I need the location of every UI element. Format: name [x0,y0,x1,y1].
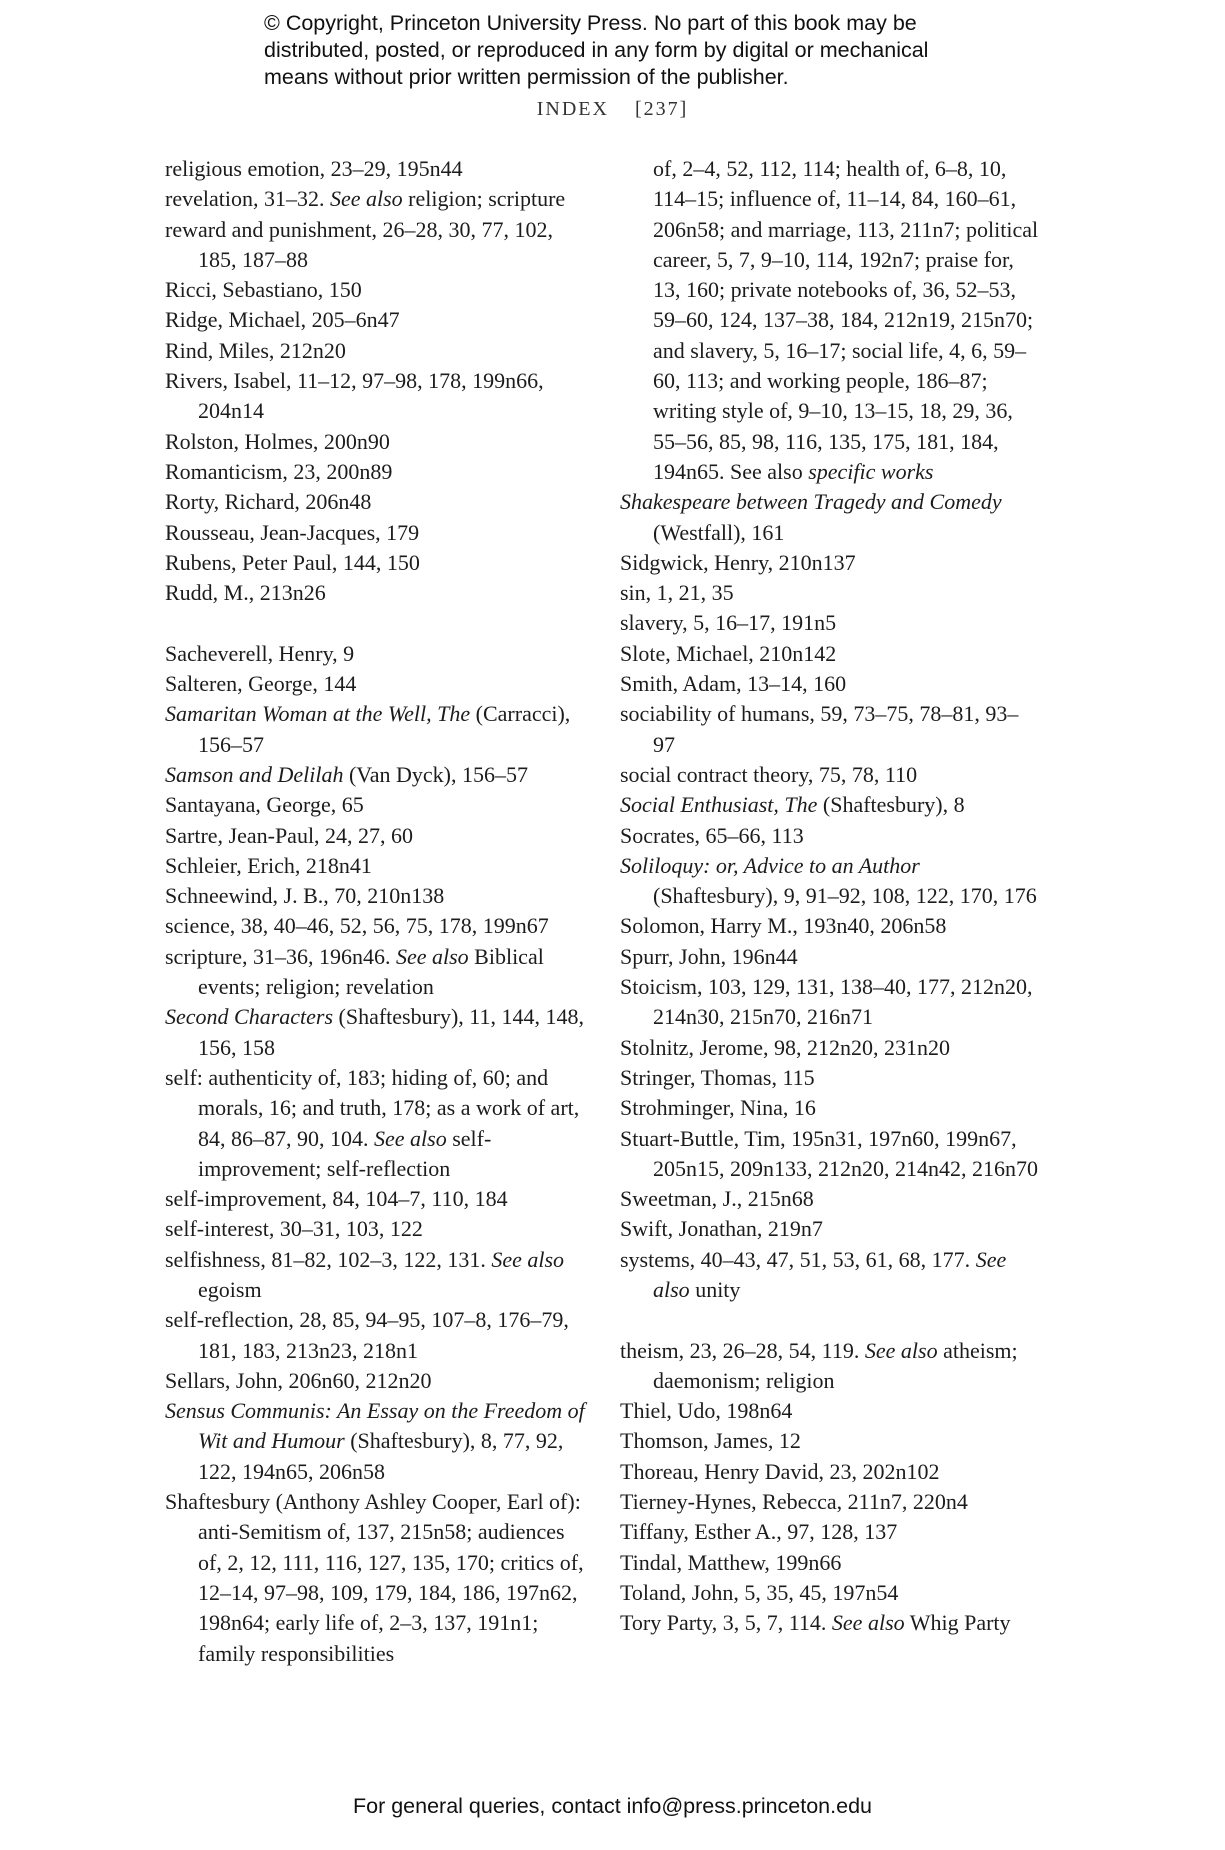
entry-text: Rubens, Peter Paul, 144, 150 [165,549,420,575]
entry-text: Stuart-Buttle, Tim, 195n31, 197n60, 199n67, 205n15, 209n133, 212n20, 214n42, 216n70 [620,1125,1038,1181]
entry-text: Biblical events; religion; revelation [198,943,544,1000]
see-also-label: See also [831,1610,905,1636]
entry-text: social contract theory, 75, 78, 110 [620,761,918,787]
index-entry [620,942,1040,972]
index-entry [165,911,585,941]
work-title: Shakespeare between Tragedy and Comedy [620,489,1002,515]
index-entry [620,669,1040,699]
entry-text: (Shaftesbury), 11, 144, 148, 156, 158 [198,1004,584,1060]
index-entry [620,1214,1040,1244]
entry-text: Tiffany, Esther A., 97, 128, 137 [620,1519,898,1545]
entry-text: reward and punishment, 26–28, 30, 77, 102, 185, 187–88 [165,216,553,272]
entry-text: Schleier, Erich, 218n41 [165,852,372,878]
index-entry [620,1457,1040,1487]
index-entry [165,790,585,820]
entry-text: (Shaftesbury), 8 [817,792,965,818]
entry-text: Thomson, James, 12 [620,1428,801,1454]
entry-text: Ridge, Michael, 205–6n47 [165,307,400,333]
entry-text: systems, 40–43, 47, 51, 53, 61, 68, 177. [620,1246,976,1272]
index-entry [165,275,585,305]
footer-contact: For general queries, contact info@press.princeton.edu [352,1794,872,1818]
index-entry [165,578,585,608]
index-entry [620,487,1040,548]
index-entry [165,639,585,669]
work-title: specific works [808,458,934,484]
entry-text: Ricci, Sebastiano, 150 [165,277,362,303]
entry-text: Tory Party, 3, 5, 7, 114. [620,1610,832,1636]
entry-text: religious emotion, 23–29, 195n44 [165,156,463,181]
entry-text: theism, 23, 26–28, 54, 119. [620,1337,865,1363]
index-entry [620,639,1040,669]
entry-text: sin, 1, 21, 35 [620,580,734,606]
entry-text: Sellars, John, 206n60, 212n20 [165,1367,432,1393]
entry-text: Santayana, George, 65 [165,792,364,818]
entry-text: self-improvement; self-reflection [198,1125,492,1181]
index-entry [165,548,585,578]
entry-text: Sartre, Jean-Paul, 24, 27, 60 [165,822,414,848]
index-entry [165,821,585,851]
entry-text: Strohminger, Nina, 16 [620,1095,816,1121]
entry-text: Swift, Jonathan, 219n7 [620,1216,823,1242]
index-entry [165,215,585,276]
index-entry [620,1517,1040,1547]
copyright-notice [264,10,1024,91]
index-entry [165,669,585,699]
index-entry [620,1245,1040,1306]
see-also-label: See also [864,1337,938,1363]
index-entry [165,1305,585,1366]
entry-text: sociability of humans, 59, 73–75, 78–81, 93–97 [620,701,1019,757]
page-number: [237] [634,98,689,120]
entry-text: Rousseau, Jean-Jacques, 179 [165,519,420,545]
index-entry [165,1487,585,1669]
index-entry [620,911,1040,941]
entry-text: Whig Party [904,1610,1011,1636]
entry-text: unity [689,1276,741,1302]
see-also-label: See also [374,1125,447,1151]
index-entry [165,366,585,427]
entry-text: Sidgwick, Henry, 210n137 [620,549,856,575]
entry-text: Socrates, 65–66, 113 [620,822,804,848]
entry-text: self-interest, 30–31, 103, 122 [165,1216,423,1242]
index-entry [165,1002,585,1063]
entry-text: Thiel, Udo, 198n64 [620,1398,793,1424]
entry-text: Rivers, Isabel, 11–12, 97–98, 178, 199n66, 204n14 [165,368,544,424]
entry-text: slavery, 5, 16–17, 191n5 [620,610,837,636]
entry-text: Shaftesbury (Anthony Ashley Cooper, Earl of): anti-Semitism of, 137, 215n58; audiences of, 2, 12, 111, 116, 127, 135, 170; critics of, 12–14, 97–98, 109, 179, 184, 186, 197n62, 198n64; early life of, 2–3, 137, 191n1; family responsibilities [165,1489,584,1666]
index-entry [165,1396,585,1487]
entry-text: Salteren, George, 144 [165,671,357,697]
index-entry [620,699,1040,760]
entry-text: self: authenticity of, 183; hiding of, 60; and morals, 16; and truth, 178; as a work of art, 84, 86–87, 90, 104. [165,1064,580,1151]
entry-text: selfishness, 81–82, 102–3, 122, 131. [165,1246,492,1272]
index-entry [165,1366,585,1396]
index-entry [620,790,1040,820]
index-entry [620,1396,1040,1426]
running-header [0,98,1225,121]
index-entry [620,851,1040,912]
index-entry [165,881,585,911]
entry-text: Stolnitz, Jerome, 98, 212n20, 231n20 [620,1034,950,1060]
index-entry [620,1336,1040,1397]
index-entry [620,1548,1040,1578]
entry-text: Tindal, Matthew, 199n66 [620,1549,842,1575]
copyright-line: means without prior written permission of the publisher. [264,65,789,89]
see-also-label: See also [395,943,469,969]
index-entry [620,1608,1040,1638]
entry-text: Sacheverell, Henry, 9 [165,640,355,666]
index-entry [165,1214,585,1244]
entry-text: Romanticism, 23, 200n89 [165,458,393,484]
header-label: INDEX [536,98,609,120]
work-title: Social Enthusiast, The [620,792,818,818]
index-column-right [620,154,1040,1639]
letter-group-gap [620,1305,1040,1335]
index-entry [620,1124,1040,1185]
work-title: Soliloquy: or, Advice to an Author [620,852,920,878]
index-entry [165,154,585,184]
letter-group-gap [165,608,585,638]
index-entry [620,1426,1040,1456]
index-entry [165,1245,585,1306]
entry-text: atheism; daemonism; religion [653,1337,1018,1393]
entry-text: self-improvement, 84, 104–7, 110, 184 [165,1186,508,1212]
index-entry [620,1033,1040,1063]
index-entry [165,427,585,457]
entry-text: (Carracci), 156–57 [198,701,571,757]
index-entry [165,305,585,335]
index-entry [620,578,1040,608]
entry-text: Schneewind, J. B., 70, 210n138 [165,883,445,909]
entry-text: of, 2–4, 52, 112, 114; health of, 6–8, 10, 114–15; influence of, 11–14, 84, 160–61, 206n58; and marriage, 113, 211n7; political career, 5, 7, 9–10, 114, 192n7; praise for, 13, 160; private notebooks of, 36, 52–53, 59–60, 124, 137–38, 184, 212n19, 215n70; and slavery, 5, 16–17; social life, 4, 6, 59–60, 113; and working people, 186–87; writing style of, 9–10, 13–15, 18, 29, 36, 55–56, 85, 98, 116, 135, 175, 181, 184, 194n65. See also [653,156,1039,484]
index-entry [620,608,1040,638]
index-entry-continued [620,154,1040,487]
index-entry [165,851,585,881]
entry-text: self-reflection, 28, 85, 94–95, 107–8, 176–79, 181, 183, 213n23, 218n1 [165,1307,569,1363]
entry-text: Toland, John, 5, 35, 45, 197n54 [620,1579,899,1605]
see-also-label: See also [491,1246,565,1272]
index-entry [620,972,1040,1033]
work-title: Sensus Communis: An Essay on the Freedom of Wit and Humour [165,1398,585,1454]
entry-text: Solomon, Harry M., 193n40, 206n58 [620,913,947,939]
entry-text: Smith, Adam, 13–14, 160 [620,671,847,697]
index-entry [620,760,1040,790]
entry-text: Rorty, Richard, 206n48 [165,489,372,515]
see-also-label: See also [329,186,403,212]
index-entry [620,1578,1040,1608]
index-entry [620,1093,1040,1123]
entry-text: egoism [198,1276,262,1302]
index-entry [165,760,585,790]
entry-text: Rind, Miles, 212n20 [165,337,346,363]
entry-text: science, 38, 40–46, 52, 56, 75, 178, 199n67 [165,913,549,939]
entry-text: (Westfall), 161 [653,519,785,545]
entry-text: Stoicism, 103, 129, 131, 138–40, 177, 212n20, 214n30, 215n70, 216n71 [620,974,1033,1030]
entry-text: Sweetman, J., 215n68 [620,1186,814,1212]
index-entry [620,821,1040,851]
see-also-label: See also [653,1246,1007,1302]
entry-text: Spurr, John, 196n44 [620,943,798,969]
work-title: Samson and Delilah [165,761,344,787]
entry-text: Stringer, Thomas, 115 [620,1064,815,1090]
entry-text: Tierney-Hynes, Rebecca, 211n7, 220n4 [620,1489,968,1515]
work-title: Samaritan Woman at the Well, The [165,701,471,727]
index-entry [165,942,585,1003]
index-entry [620,548,1040,578]
entry-text: Slote, Michael, 210n142 [620,640,837,666]
entry-text: revelation, 31–32. [165,186,330,212]
index-entry [165,1184,585,1214]
entry-text: Rolston, Holmes, 200n90 [165,428,390,454]
entry-text: (Shaftesbury), 9, 91–92, 108, 122, 170, 176 [653,883,1037,909]
index-entry [165,487,585,517]
copyright-line: © Copyright, Princeton University Press. No part of this book may be [264,11,917,35]
index-entry [620,1063,1040,1093]
index-entry [165,184,585,214]
entry-text: religion; scripture [402,186,566,212]
index-entry [165,336,585,366]
index-entry [165,699,585,760]
entry-text: Rudd, M., 213n26 [165,580,326,606]
copyright-line: distributed, posted, or reproduced in any form by digital or mechanical [264,38,929,62]
entry-text: Thoreau, Henry David, 23, 202n102 [620,1458,940,1484]
entry-text: scripture, 31–36, 196n46. [165,943,396,969]
index-entry [165,457,585,487]
work-title: Second Characters [165,1004,334,1030]
entry-text: (Van Dyck), 156–57 [343,761,528,787]
index-entry [620,1184,1040,1214]
index-entry [620,1487,1040,1517]
index-entry [165,518,585,548]
entry-text: (Shaftesbury), 8, 77, 92, 122, 194n65, 206n58 [198,1428,564,1484]
index-entry [165,1063,585,1184]
index-column-left [165,154,585,1669]
